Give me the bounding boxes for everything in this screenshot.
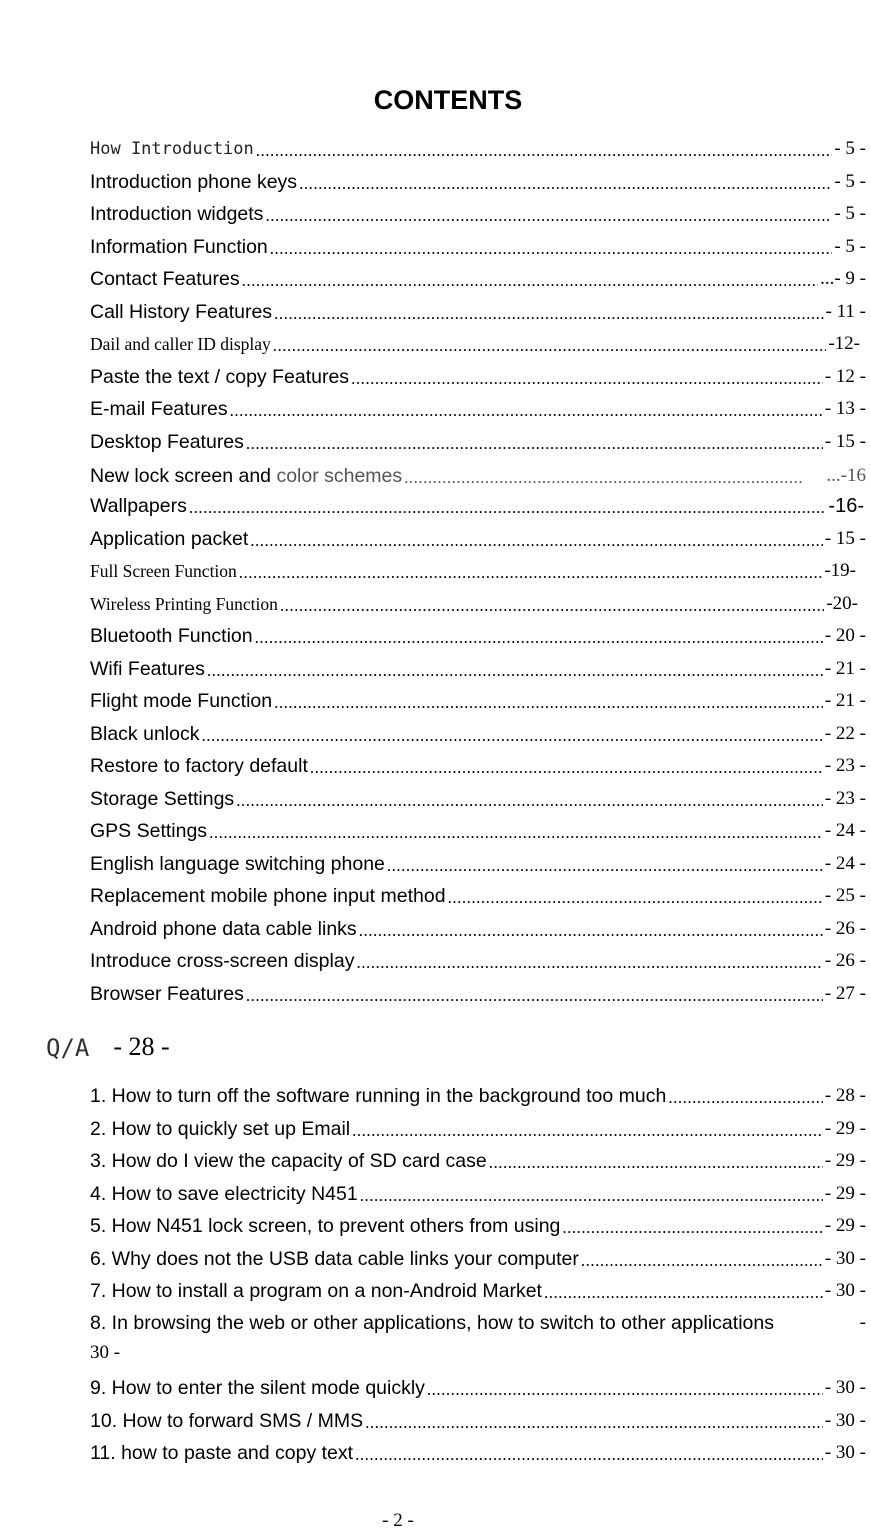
toc-entry[interactable] — [90, 458, 866, 488]
toc-entry-page: - 5 - — [834, 171, 866, 192]
toc-entry-page: - 13 - — [824, 398, 866, 419]
dot-leader — [310, 758, 823, 778]
toc-entry[interactable] — [90, 586, 858, 616]
toc-entry[interactable] — [90, 683, 866, 713]
qa-heading[interactable] — [46, 1030, 170, 1062]
toc-entry-label: Browser Features — [90, 983, 244, 1005]
toc-entry-label: Wifi Features — [90, 658, 205, 680]
dot-leader — [280, 596, 824, 616]
toc-entry-label: Full Screen Function — [90, 561, 237, 581]
dot-leader — [351, 369, 823, 389]
toc-entry-label: Application packet — [90, 528, 249, 550]
toc-entry-label-main: New lock screen and — [90, 465, 272, 487]
toc-entry[interactable] — [90, 846, 866, 876]
toc-entry-label: Restore to factory default — [90, 755, 308, 777]
dot-leader — [365, 1413, 823, 1433]
toc-entry[interactable] — [90, 229, 866, 259]
toc-entry-page: - 22 - — [824, 723, 866, 744]
toc-entry[interactable] — [90, 391, 866, 421]
dot-leader — [250, 531, 823, 551]
dot-leader — [448, 888, 823, 908]
dot-leader — [562, 1218, 822, 1238]
dot-leader — [581, 1251, 823, 1271]
toc-entry-label: Android phone data cable links — [90, 918, 357, 940]
toc-entry[interactable] — [90, 976, 866, 1006]
toc-entry-page: ...- 9 - — [820, 268, 866, 289]
dot-leader — [359, 921, 823, 941]
toc-entry-label: Contact Features — [90, 268, 240, 290]
dot-leader — [209, 823, 823, 843]
toc-entry-page: - 25 - — [824, 885, 866, 906]
qa-entry-page: - 28 - — [824, 1085, 866, 1106]
toc-entry-page: - 24 - — [824, 853, 866, 874]
toc-entry-label: Desktop Features — [90, 431, 244, 453]
dot-leader — [404, 468, 804, 488]
toc-entry-label: GPS Settings — [90, 820, 208, 842]
dot-leader — [489, 1153, 823, 1173]
dot-leader — [246, 986, 823, 1006]
toc-entry-page: - 11 - — [825, 301, 866, 322]
toc-entry-page: - 21 - — [824, 690, 866, 711]
toc-entry-label: Black unlock — [90, 723, 200, 745]
toc-entry-label: How Introduction — [90, 139, 254, 159]
toc-entry-page: -12- — [828, 333, 860, 354]
toc-entry-page: - 27 - — [824, 983, 866, 1004]
dot-leader — [207, 661, 823, 681]
toc-entry[interactable] — [90, 878, 866, 908]
qa-entry[interactable] — [90, 1208, 866, 1238]
toc-entry-label: Paste the text / copy Features — [90, 366, 350, 388]
qa-entry-page: - 30 - — [824, 1410, 866, 1431]
qa-entry-page: 30 - — [90, 1342, 121, 1363]
toc-entry-label: Wallpapers — [90, 495, 187, 517]
toc-entry[interactable] — [90, 813, 866, 843]
toc-entry-label: Introduction phone keys — [90, 171, 298, 193]
toc-entry-label: Introduction widgets — [90, 203, 264, 225]
toc-entry-label: E-mail Features — [90, 398, 228, 420]
qa-entry-page: - 29 - — [824, 1215, 866, 1236]
qa-heading-label: Q/A — [46, 1034, 90, 1062]
toc-entry-page: - 23 - — [824, 788, 866, 809]
toc-entry-page: -16- — [828, 495, 864, 517]
dot-leader — [230, 401, 823, 421]
page-number: - 2 - — [382, 1510, 414, 1531]
toc-entry-page: -20- — [826, 593, 858, 614]
toc-entry-label: Replacement mobile phone input method — [90, 885, 446, 907]
toc-entry-page: - 26 - — [824, 918, 866, 939]
toc-entry-label: Introduce cross-screen display — [90, 950, 355, 972]
toc-entry[interactable] — [90, 553, 856, 583]
toc-entry-label: Wireless Printing Function — [90, 594, 278, 614]
qa-entry-label: 8. In browsing the web or other applications, how to switch to other applications — [90, 1312, 774, 1334]
qa-entry-page: - 29 - — [824, 1183, 866, 1204]
qa-entry-page: - 30 - — [824, 1442, 866, 1463]
toc-entry[interactable] — [90, 488, 864, 518]
dot-leader — [387, 856, 823, 876]
toc-entry-page: - 20 - — [824, 625, 866, 646]
qa-entry-label: 2. How to quickly set up Email — [90, 1118, 351, 1140]
toc-entry[interactable] — [90, 781, 866, 811]
qa-entry-label: 7. How to install a program on a non-Android Market — [90, 1280, 542, 1302]
qa-entry[interactable] — [90, 1111, 866, 1141]
toc-entry-label: English language switching phone — [90, 853, 385, 875]
dot-leader — [255, 628, 823, 648]
dot-leader — [256, 141, 833, 161]
qa-entry[interactable] — [90, 1176, 866, 1206]
toc-entry[interactable] — [90, 131, 866, 161]
qa-entry-page: - 29 - — [824, 1150, 866, 1171]
dot-leader — [299, 174, 832, 194]
toc-entry-label: Storage Settings — [90, 788, 235, 810]
toc-entry-page: - 26 - — [824, 950, 866, 971]
qa-entry[interactable] — [90, 1241, 866, 1271]
toc-entry-page: - 24 - — [824, 820, 866, 841]
toc-entry-page: - 15 - — [824, 528, 866, 549]
dot-leader — [274, 304, 823, 324]
dot-leader — [273, 336, 827, 356]
toc-entry-page: -19- — [824, 560, 856, 581]
toc-entry-label: Flight mode Function — [90, 690, 273, 712]
toc-entry-label: Dail and caller ID display — [90, 334, 271, 354]
dot-leader — [544, 1283, 823, 1303]
toc-entry[interactable] — [90, 521, 866, 551]
toc-entry[interactable] — [90, 359, 866, 389]
qa-heading-page: - 28 - — [113, 1032, 170, 1061]
qa-entry-page: - 29 - — [824, 1118, 866, 1139]
dot-leader — [239, 563, 823, 583]
qa-entry[interactable] — [90, 1273, 866, 1303]
qa-entry-label: 1. How to turn off the software running in the background too much — [90, 1085, 667, 1107]
qa-entry-label: 11. how to paste and copy text — [90, 1442, 354, 1464]
toc-entry[interactable] — [90, 943, 866, 973]
qa-entry-label: 4. How to save electricity N451 — [90, 1183, 358, 1205]
toc-entry-page: - 5 - — [834, 236, 866, 257]
qa-entry-dash: - — [859, 1312, 866, 1333]
toc-entry[interactable] — [90, 424, 866, 454]
dot-leader — [236, 791, 823, 811]
qa-entry-page: - 30 - — [824, 1280, 866, 1301]
qa-entry[interactable] — [90, 1308, 866, 1368]
qa-entry-line — [90, 1308, 866, 1338]
toc-entry-page: - 15 - — [824, 431, 866, 452]
toc-entry[interactable] — [90, 748, 866, 778]
toc-entry-label: Call History Features — [90, 301, 273, 323]
qa-entry-label: 9. How to enter the silent mode quickly — [90, 1377, 425, 1399]
toc-entry[interactable] — [90, 196, 866, 226]
dot-leader — [189, 498, 827, 518]
toc-entry[interactable] — [90, 164, 866, 194]
qa-entry-page: - 30 - — [824, 1377, 866, 1398]
toc-entry-label: Information Function — [90, 236, 268, 258]
toc-entry-page: - 5 - — [834, 138, 866, 159]
qa-entry[interactable] — [90, 1435, 866, 1465]
dot-leader — [201, 726, 822, 746]
dot-leader — [246, 434, 823, 454]
qa-entry[interactable] — [90, 1370, 866, 1400]
qa-entry-label: 10. How to forward SMS / MMS — [90, 1410, 364, 1432]
toc-entry[interactable] — [90, 326, 860, 356]
toc-entry-page: - 5 - — [834, 203, 866, 224]
toc-entry-page: - 12 - — [824, 366, 866, 387]
toc-entry-page: - 23 - — [824, 755, 866, 776]
dot-leader — [270, 239, 833, 259]
toc-entry[interactable] — [90, 716, 866, 746]
toc-entry-page: - 21 - — [824, 658, 866, 679]
qa-entry-label: 3. How do I view the capacity of SD card case — [90, 1150, 487, 1172]
toc-entry-label-gray: color schemes — [276, 465, 403, 487]
toc-entry[interactable] — [90, 911, 866, 941]
dot-leader — [360, 1186, 823, 1206]
toc-entry-label: Bluetooth Function — [90, 625, 253, 647]
qa-entry[interactable] — [90, 1143, 866, 1173]
dot-leader — [265, 206, 832, 226]
qa-entry[interactable] — [90, 1078, 866, 1108]
toc-entry-page: ...-16 — [826, 465, 866, 486]
dot-leader — [427, 1380, 823, 1400]
dot-leader — [352, 1121, 823, 1141]
qa-entry[interactable] — [90, 1403, 866, 1433]
dot-leader — [274, 693, 823, 713]
toc-entry[interactable] — [90, 261, 866, 291]
toc-entry[interactable] — [90, 651, 866, 681]
dot-leader — [356, 953, 822, 973]
dot-leader — [242, 271, 819, 291]
dot-leader — [668, 1088, 823, 1108]
toc-entry-label — [90, 464, 402, 488]
dot-leader — [355, 1445, 823, 1465]
toc-entry[interactable] — [90, 618, 866, 648]
qa-entry-label: 6. Why does not the USB data cable links your computer — [90, 1248, 579, 1270]
qa-entry-label: 5. How N451 lock screen, to prevent others from using — [90, 1215, 561, 1237]
qa-entry-page: - 30 - — [824, 1248, 866, 1269]
toc-entry[interactable] — [90, 294, 866, 324]
page-title: CONTENTS — [373, 85, 523, 115]
